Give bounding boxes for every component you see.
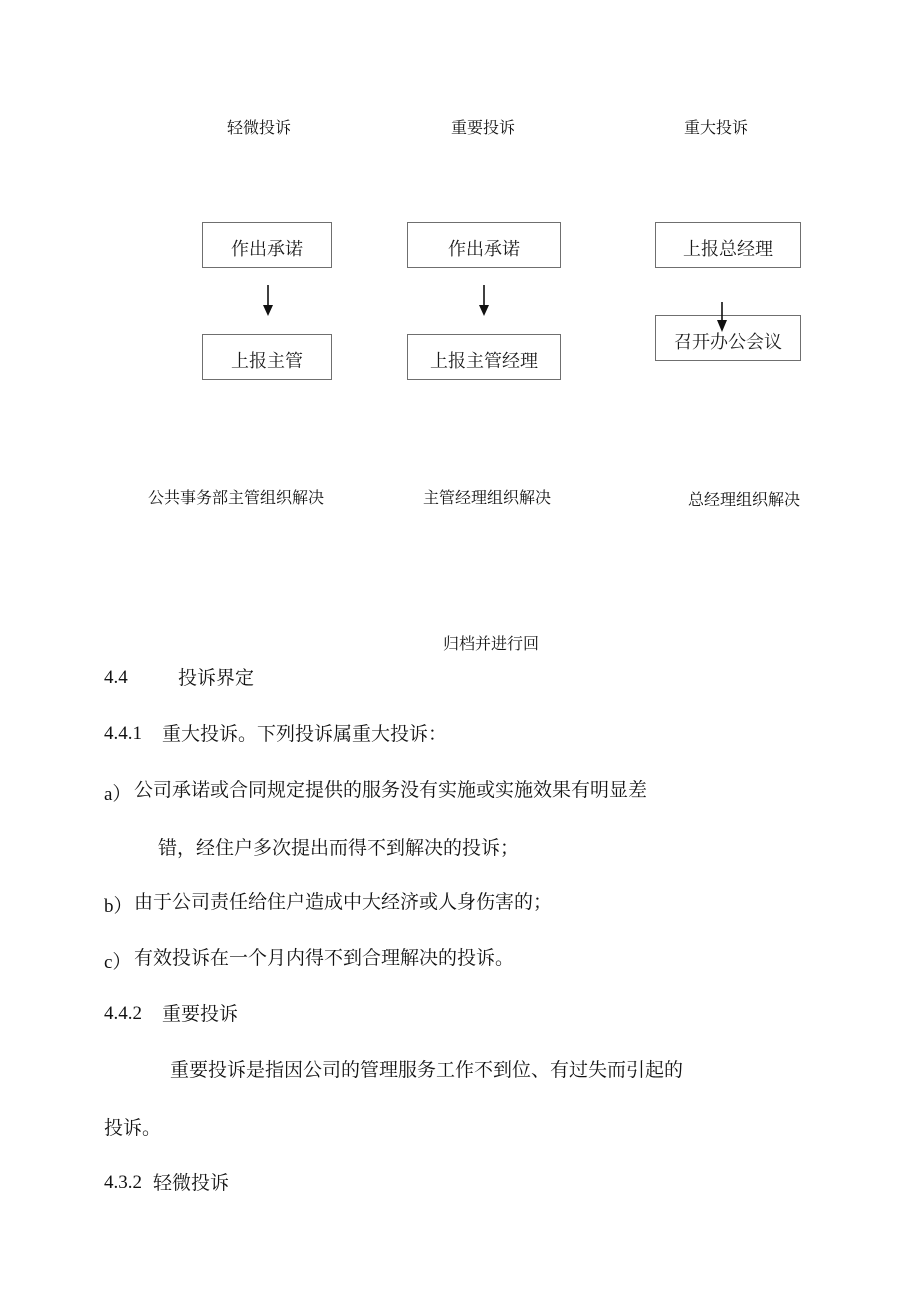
major-resolution: 总经理组织解决 <box>688 490 801 509</box>
down-arrow-icon <box>260 285 276 317</box>
section-number: 4.4 <box>104 667 128 688</box>
paragraph-line-continued: 投诉。 <box>104 1117 162 1139</box>
section-number: 4.3.2 <box>104 1172 142 1193</box>
important-complaint-heading: 重要投诉 <box>451 118 516 137</box>
minor-complaint-heading: 轻微投诉 <box>227 118 292 137</box>
major-step-convene-meeting: 召开办公会议 <box>655 315 801 361</box>
section-title: 重要投诉 <box>162 1003 239 1025</box>
minor-resolution: 公共事务部主管组织解决 <box>148 488 325 507</box>
list-item-label: c） <box>104 952 132 973</box>
minor-step-commit: 作出承诺 <box>202 222 332 268</box>
down-arrow-icon <box>714 302 730 334</box>
list-item-label: b） <box>104 896 133 917</box>
final-step-archive: 归档并进行回 <box>443 634 540 653</box>
minor-step-report-supervisor: 上报主管 <box>202 334 332 380</box>
important-resolution: 主管经理组织解决 <box>423 488 552 507</box>
major-step-report-gm: 上报总经理 <box>655 222 801 268</box>
section-number: 4.4.1 <box>104 723 142 744</box>
list-item-text: 由于公司责任给住户造成中大经济或人身伤害的； <box>134 891 553 913</box>
major-complaint-heading: 重大投诉 <box>684 118 749 137</box>
section-title: 重大投诉。下列投诉属重大投诉： <box>162 723 448 745</box>
down-arrow-icon <box>476 285 492 317</box>
list-item-label: a） <box>104 784 132 805</box>
paragraph-line: 重要投诉是指因公司的管理服务工作不到位、有过失而引起的 <box>170 1059 684 1081</box>
section-title: 投诉界定 <box>178 667 255 689</box>
list-item-text: 有效投诉在一个月内得不到合理解决的投诉。 <box>134 947 515 969</box>
section-number: 4.4.2 <box>104 1003 142 1024</box>
important-step-commit: 作出承诺 <box>407 222 561 268</box>
important-step-report-manager: 上报主管经理 <box>407 334 561 380</box>
list-item-text-continued: 错，经住户多次提出而得不到解决的投诉； <box>158 837 520 859</box>
list-item-text: 公司承诺或合同规定提供的服务没有实施或实施效果有明显差 <box>134 779 648 801</box>
section-title: 轻微投诉 <box>153 1172 230 1194</box>
